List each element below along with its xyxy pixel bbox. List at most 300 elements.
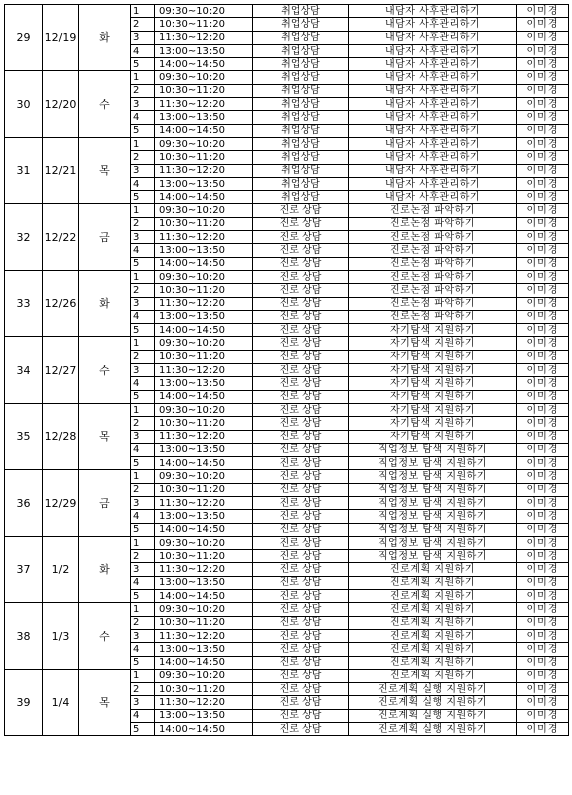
time-cell: 11:30~12:20 [155, 297, 253, 310]
period-cell: 2 [131, 350, 155, 363]
time-cell: 11:30~12:20 [155, 563, 253, 576]
time-cell: 09:30~10:20 [155, 603, 253, 616]
period-cell: 3 [131, 231, 155, 244]
time-cell: 14:00~14:50 [155, 124, 253, 137]
counseling-type-cell: 진로 상담 [253, 709, 349, 722]
time-cell: 11:30~12:20 [155, 629, 253, 642]
instructor-cell: 이미경 [517, 390, 569, 403]
period-cell: 5 [131, 590, 155, 603]
period-cell: 5 [131, 656, 155, 669]
table-row [5, 270, 569, 283]
period-cell: 4 [131, 177, 155, 190]
topic-cell: 진로계획 지원하기 [349, 603, 517, 616]
counseling-type-cell: 취업상담 [253, 177, 349, 190]
topic-cell: 내담자 사후관리하기 [349, 137, 517, 150]
time-cell: 14:00~14:50 [155, 58, 253, 71]
session-number-cell: 31 [5, 137, 43, 203]
session-date-cell: 1/3 [43, 603, 79, 669]
session-date-cell: 12/20 [43, 71, 79, 137]
period-cell: 5 [131, 58, 155, 71]
session-weekday-cell: 금 [79, 470, 131, 536]
topic-cell: 직업정보 탐색 지원하기 [349, 470, 517, 483]
time-cell: 10:30~11:20 [155, 616, 253, 629]
counseling-type-cell: 진로 상담 [253, 217, 349, 230]
instructor-cell: 이미경 [517, 98, 569, 111]
session-date-cell: 1/4 [43, 669, 79, 735]
time-cell: 10:30~11:20 [155, 284, 253, 297]
time-cell: 11:30~12:20 [155, 31, 253, 44]
topic-cell: 내담자 사후관리하기 [349, 84, 517, 97]
instructor-cell: 이미경 [517, 377, 569, 390]
session-date-cell: 12/19 [43, 5, 79, 71]
table-row [5, 403, 569, 416]
time-cell: 10:30~11:20 [155, 151, 253, 164]
period-cell: 1 [131, 669, 155, 682]
counseling-type-cell: 진로 상담 [253, 430, 349, 443]
period-cell: 1 [131, 603, 155, 616]
time-cell: 10:30~11:20 [155, 550, 253, 563]
time-cell: 09:30~10:20 [155, 71, 253, 84]
time-cell: 11:30~12:20 [155, 696, 253, 709]
instructor-cell: 이미경 [517, 297, 569, 310]
period-cell: 1 [131, 204, 155, 217]
counseling-type-cell: 진로 상담 [253, 364, 349, 377]
topic-cell: 진로계획 지원하기 [349, 643, 517, 656]
counseling-type-cell: 진로 상담 [253, 310, 349, 323]
period-cell: 2 [131, 417, 155, 430]
topic-cell: 자기탐색 지원하기 [349, 337, 517, 350]
counseling-type-cell: 진로 상담 [253, 324, 349, 337]
time-cell: 14:00~14:50 [155, 590, 253, 603]
instructor-cell: 이미경 [517, 124, 569, 137]
session-weekday-cell: 수 [79, 71, 131, 137]
time-cell: 14:00~14:50 [155, 257, 253, 270]
time-cell: 13:00~13:50 [155, 310, 253, 323]
topic-cell: 직업정보 탐색 지원하기 [349, 483, 517, 496]
topic-cell: 자기탐색 지원하기 [349, 430, 517, 443]
counseling-type-cell: 취업상담 [253, 44, 349, 57]
instructor-cell: 이미경 [517, 510, 569, 523]
period-cell: 4 [131, 443, 155, 456]
period-cell: 2 [131, 217, 155, 230]
counseling-type-cell: 진로 상담 [253, 563, 349, 576]
topic-cell: 자기탐색 지원하기 [349, 350, 517, 363]
instructor-cell: 이미경 [517, 364, 569, 377]
period-cell: 1 [131, 137, 155, 150]
instructor-cell: 이미경 [517, 257, 569, 270]
topic-cell: 내담자 사후관리하기 [349, 177, 517, 190]
instructor-cell: 이미경 [517, 723, 569, 736]
period-cell: 2 [131, 151, 155, 164]
instructor-cell: 이미경 [517, 523, 569, 536]
counseling-type-cell: 취업상담 [253, 58, 349, 71]
counseling-type-cell: 진로 상담 [253, 550, 349, 563]
period-cell: 2 [131, 284, 155, 297]
topic-cell: 진로논점 파악하기 [349, 310, 517, 323]
topic-cell: 내담자 사후관리하기 [349, 191, 517, 204]
instructor-cell: 이미경 [517, 137, 569, 150]
instructor-cell: 이미경 [517, 31, 569, 44]
time-cell: 09:30~10:20 [155, 270, 253, 283]
time-cell: 09:30~10:20 [155, 470, 253, 483]
table-row [5, 137, 569, 150]
counseling-type-cell: 진로 상담 [253, 231, 349, 244]
session-number-cell: 37 [5, 536, 43, 602]
table-row [5, 204, 569, 217]
topic-cell: 진로계획 실행 지원하기 [349, 709, 517, 722]
topic-cell: 진로계획 지원하기 [349, 616, 517, 629]
instructor-cell: 이미경 [517, 563, 569, 576]
time-cell: 11:30~12:20 [155, 164, 253, 177]
instructor-cell: 이미경 [517, 496, 569, 509]
session-weekday-cell: 목 [79, 137, 131, 203]
counseling-type-cell: 진로 상담 [253, 390, 349, 403]
counseling-type-cell: 진로 상담 [253, 284, 349, 297]
time-cell: 13:00~13:50 [155, 443, 253, 456]
time-cell: 14:00~14:50 [155, 656, 253, 669]
topic-cell: 진로논점 파악하기 [349, 244, 517, 257]
period-cell: 5 [131, 191, 155, 204]
time-cell: 14:00~14:50 [155, 457, 253, 470]
period-cell: 3 [131, 98, 155, 111]
counseling-type-cell: 진로 상담 [253, 496, 349, 509]
table-row [5, 71, 569, 84]
instructor-cell: 이미경 [517, 244, 569, 257]
topic-cell: 진로논점 파악하기 [349, 204, 517, 217]
table-row [5, 603, 569, 616]
instructor-cell: 이미경 [517, 603, 569, 616]
topic-cell: 내담자 사후관리하기 [349, 111, 517, 124]
period-cell: 2 [131, 84, 155, 97]
instructor-cell: 이미경 [517, 177, 569, 190]
instructor-cell: 이미경 [517, 151, 569, 164]
period-cell: 2 [131, 616, 155, 629]
counseling-type-cell: 진로 상담 [253, 603, 349, 616]
topic-cell: 진로논점 파악하기 [349, 270, 517, 283]
counseling-type-cell: 진로 상담 [253, 257, 349, 270]
period-cell: 5 [131, 324, 155, 337]
topic-cell: 내담자 사후관리하기 [349, 18, 517, 31]
counseling-type-cell: 진로 상담 [253, 483, 349, 496]
session-date-cell: 12/29 [43, 470, 79, 536]
counseling-type-cell: 진로 상담 [253, 350, 349, 363]
period-cell: 3 [131, 563, 155, 576]
period-cell: 3 [131, 696, 155, 709]
topic-cell: 내담자 사후관리하기 [349, 71, 517, 84]
period-cell: 1 [131, 71, 155, 84]
counseling-type-cell: 진로 상담 [253, 244, 349, 257]
counseling-type-cell: 진로 상담 [253, 723, 349, 736]
instructor-cell: 이미경 [517, 550, 569, 563]
session-weekday-cell: 수 [79, 603, 131, 669]
topic-cell: 진로계획 지원하기 [349, 669, 517, 682]
instructor-cell: 이미경 [517, 44, 569, 57]
instructor-cell: 이미경 [517, 337, 569, 350]
instructor-cell: 이미경 [517, 5, 569, 18]
period-cell: 1 [131, 470, 155, 483]
instructor-cell: 이미경 [517, 443, 569, 456]
counseling-type-cell: 진로 상담 [253, 204, 349, 217]
period-cell: 4 [131, 709, 155, 722]
time-cell: 10:30~11:20 [155, 84, 253, 97]
topic-cell: 자기탐색 지원하기 [349, 390, 517, 403]
period-cell: 4 [131, 244, 155, 257]
time-cell: 14:00~14:50 [155, 723, 253, 736]
time-cell: 09:30~10:20 [155, 204, 253, 217]
period-cell: 4 [131, 44, 155, 57]
time-cell: 10:30~11:20 [155, 483, 253, 496]
period-cell: 3 [131, 496, 155, 509]
counseling-type-cell: 취업상담 [253, 18, 349, 31]
topic-cell: 직업정보 탐색 지원하기 [349, 510, 517, 523]
session-number-cell: 39 [5, 669, 43, 735]
time-cell: 14:00~14:50 [155, 390, 253, 403]
counseling-type-cell: 진로 상담 [253, 403, 349, 416]
topic-cell: 직업정보 탐색 지원하기 [349, 536, 517, 549]
topic-cell: 진로계획 지원하기 [349, 629, 517, 642]
period-cell: 3 [131, 31, 155, 44]
counseling-type-cell: 진로 상담 [253, 510, 349, 523]
session-number-cell: 29 [5, 5, 43, 71]
topic-cell: 내담자 사후관리하기 [349, 58, 517, 71]
topic-cell: 진로논점 파악하기 [349, 284, 517, 297]
session-date-cell: 12/26 [43, 270, 79, 336]
topic-cell: 내담자 사후관리하기 [349, 44, 517, 57]
session-weekday-cell: 금 [79, 204, 131, 270]
instructor-cell: 이미경 [517, 417, 569, 430]
topic-cell: 자기탐색 지원하기 [349, 364, 517, 377]
instructor-cell: 이미경 [517, 270, 569, 283]
topic-cell: 진로논점 파악하기 [349, 257, 517, 270]
time-cell: 13:00~13:50 [155, 576, 253, 589]
period-cell: 5 [131, 124, 155, 137]
time-cell: 11:30~12:20 [155, 364, 253, 377]
instructor-cell: 이미경 [517, 709, 569, 722]
session-weekday-cell: 화 [79, 270, 131, 336]
counseling-type-cell: 진로 상담 [253, 337, 349, 350]
counseling-type-cell: 취업상담 [253, 191, 349, 204]
time-cell: 14:00~14:50 [155, 324, 253, 337]
instructor-cell: 이미경 [517, 616, 569, 629]
time-cell: 13:00~13:50 [155, 510, 253, 523]
topic-cell: 진로논점 파악하기 [349, 297, 517, 310]
period-cell: 4 [131, 111, 155, 124]
instructor-cell: 이미경 [517, 18, 569, 31]
topic-cell: 직업정보 탐색 지원하기 [349, 443, 517, 456]
topic-cell: 진로계획 실행 지원하기 [349, 683, 517, 696]
time-cell: 14:00~14:50 [155, 191, 253, 204]
session-number-cell: 34 [5, 337, 43, 403]
counseling-type-cell: 취업상담 [253, 5, 349, 18]
instructor-cell: 이미경 [517, 483, 569, 496]
session-date-cell: 12/27 [43, 337, 79, 403]
instructor-cell: 이미경 [517, 350, 569, 363]
counseling-type-cell: 취업상담 [253, 164, 349, 177]
time-cell: 13:00~13:50 [155, 44, 253, 57]
instructor-cell: 이미경 [517, 324, 569, 337]
instructor-cell: 이미경 [517, 430, 569, 443]
counseling-type-cell: 진로 상담 [253, 616, 349, 629]
topic-cell: 내담자 사후관리하기 [349, 124, 517, 137]
session-date-cell: 12/22 [43, 204, 79, 270]
counseling-type-cell: 진로 상담 [253, 643, 349, 656]
topic-cell: 진로계획 지원하기 [349, 563, 517, 576]
instructor-cell: 이미경 [517, 470, 569, 483]
session-date-cell: 12/21 [43, 137, 79, 203]
instructor-cell: 이미경 [517, 629, 569, 642]
instructor-cell: 이미경 [517, 576, 569, 589]
instructor-cell: 이미경 [517, 457, 569, 470]
period-cell: 3 [131, 164, 155, 177]
session-weekday-cell: 화 [79, 536, 131, 602]
instructor-cell: 이미경 [517, 204, 569, 217]
period-cell: 1 [131, 337, 155, 350]
instructor-cell: 이미경 [517, 217, 569, 230]
topic-cell: 진로계획 지원하기 [349, 590, 517, 603]
instructor-cell: 이미경 [517, 590, 569, 603]
instructor-cell: 이미경 [517, 310, 569, 323]
session-number-cell: 38 [5, 603, 43, 669]
counseling-type-cell: 취업상담 [253, 124, 349, 137]
instructor-cell: 이미경 [517, 111, 569, 124]
counseling-type-cell: 진로 상담 [253, 590, 349, 603]
counseling-type-cell: 진로 상담 [253, 669, 349, 682]
table-row [5, 669, 569, 682]
schedule-body [5, 5, 569, 736]
time-cell: 13:00~13:50 [155, 111, 253, 124]
time-cell: 13:00~13:50 [155, 377, 253, 390]
counseling-type-cell: 진로 상담 [253, 417, 349, 430]
counseling-type-cell: 진로 상담 [253, 270, 349, 283]
topic-cell: 진로계획 지원하기 [349, 576, 517, 589]
session-number-cell: 35 [5, 403, 43, 469]
topic-cell: 직업정보 탐색 지원하기 [349, 523, 517, 536]
time-cell: 09:30~10:20 [155, 669, 253, 682]
topic-cell: 내담자 사후관리하기 [349, 5, 517, 18]
topic-cell: 진로계획 지원하기 [349, 656, 517, 669]
session-date-cell: 1/2 [43, 536, 79, 602]
counseling-type-cell: 취업상담 [253, 84, 349, 97]
instructor-cell: 이미경 [517, 231, 569, 244]
period-cell: 5 [131, 723, 155, 736]
time-cell: 14:00~14:50 [155, 523, 253, 536]
period-cell: 5 [131, 257, 155, 270]
period-cell: 1 [131, 536, 155, 549]
topic-cell: 자기탐색 지원하기 [349, 324, 517, 337]
session-number-cell: 30 [5, 71, 43, 137]
period-cell: 5 [131, 523, 155, 536]
topic-cell: 내담자 사후관리하기 [349, 98, 517, 111]
period-cell: 2 [131, 18, 155, 31]
time-cell: 10:30~11:20 [155, 417, 253, 430]
time-cell: 13:00~13:50 [155, 244, 253, 257]
table-row [5, 5, 569, 18]
counseling-type-cell: 진로 상담 [253, 696, 349, 709]
time-cell: 10:30~11:20 [155, 18, 253, 31]
table-row [5, 337, 569, 350]
time-cell: 09:30~10:20 [155, 536, 253, 549]
topic-cell: 진로논점 파악하기 [349, 231, 517, 244]
topic-cell: 직업정보 탐색 지원하기 [349, 457, 517, 470]
topic-cell: 진로논점 파악하기 [349, 217, 517, 230]
period-cell: 4 [131, 510, 155, 523]
topic-cell: 진로계획 실행 지원하기 [349, 723, 517, 736]
topic-cell: 진로계획 실행 지원하기 [349, 696, 517, 709]
topic-cell: 자기탐색 지원하기 [349, 377, 517, 390]
counseling-type-cell: 진로 상담 [253, 443, 349, 456]
instructor-cell: 이미경 [517, 683, 569, 696]
counseling-type-cell: 진로 상담 [253, 470, 349, 483]
topic-cell: 자기탐색 지원하기 [349, 417, 517, 430]
counseling-type-cell: 진로 상담 [253, 536, 349, 549]
instructor-cell: 이미경 [517, 643, 569, 656]
topic-cell: 내담자 사후관리하기 [349, 31, 517, 44]
period-cell: 2 [131, 683, 155, 696]
instructor-cell: 이미경 [517, 403, 569, 416]
time-cell: 11:30~12:20 [155, 231, 253, 244]
counseling-type-cell: 진로 상담 [253, 377, 349, 390]
time-cell: 09:30~10:20 [155, 137, 253, 150]
period-cell: 3 [131, 364, 155, 377]
instructor-cell: 이미경 [517, 71, 569, 84]
session-date-cell: 12/28 [43, 403, 79, 469]
period-cell: 2 [131, 483, 155, 496]
time-cell: 09:30~10:20 [155, 337, 253, 350]
counseling-type-cell: 취업상담 [253, 137, 349, 150]
time-cell: 11:30~12:20 [155, 430, 253, 443]
instructor-cell: 이미경 [517, 191, 569, 204]
counseling-type-cell: 진로 상담 [253, 629, 349, 642]
period-cell: 5 [131, 390, 155, 403]
time-cell: 11:30~12:20 [155, 98, 253, 111]
counseling-type-cell: 진로 상담 [253, 457, 349, 470]
counseling-type-cell: 진로 상담 [253, 683, 349, 696]
period-cell: 4 [131, 377, 155, 390]
counseling-type-cell: 진로 상담 [253, 297, 349, 310]
topic-cell: 직업정보 탐색 지원하기 [349, 496, 517, 509]
session-number-cell: 32 [5, 204, 43, 270]
time-cell: 09:30~10:20 [155, 403, 253, 416]
counseling-type-cell: 취업상담 [253, 71, 349, 84]
time-cell: 13:00~13:50 [155, 177, 253, 190]
period-cell: 5 [131, 457, 155, 470]
instructor-cell: 이미경 [517, 84, 569, 97]
time-cell: 10:30~11:20 [155, 217, 253, 230]
period-cell: 1 [131, 403, 155, 416]
period-cell: 4 [131, 643, 155, 656]
instructor-cell: 이미경 [517, 284, 569, 297]
table-row [5, 536, 569, 549]
instructor-cell: 이미경 [517, 536, 569, 549]
period-cell: 1 [131, 5, 155, 18]
time-cell: 10:30~11:20 [155, 350, 253, 363]
period-cell: 2 [131, 550, 155, 563]
instructor-cell: 이미경 [517, 696, 569, 709]
session-weekday-cell: 목 [79, 669, 131, 735]
time-cell: 11:30~12:20 [155, 496, 253, 509]
counseling-type-cell: 진로 상담 [253, 656, 349, 669]
session-weekday-cell: 목 [79, 403, 131, 469]
session-number-cell: 36 [5, 470, 43, 536]
topic-cell: 내담자 사후관리하기 [349, 164, 517, 177]
counseling-type-cell: 취업상담 [253, 151, 349, 164]
counseling-type-cell: 취업상담 [253, 31, 349, 44]
time-cell: 09:30~10:20 [155, 5, 253, 18]
period-cell: 4 [131, 576, 155, 589]
counseling-type-cell: 진로 상담 [253, 576, 349, 589]
instructor-cell: 이미경 [517, 669, 569, 682]
session-weekday-cell: 화 [79, 5, 131, 71]
